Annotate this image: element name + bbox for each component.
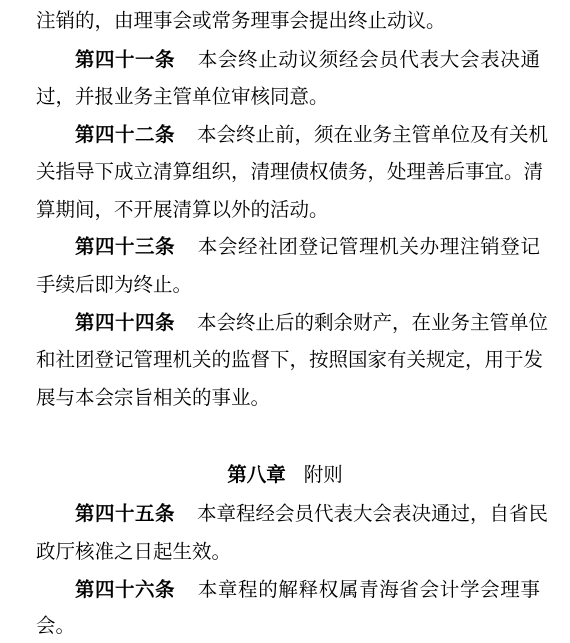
article-46-line-2: 会。	[36, 614, 76, 637]
article-42-heading: 第四十二条	[75, 123, 176, 146]
chapter-number: 第八章	[227, 463, 286, 486]
article-42-line-3: 算期间，不开展清算以外的活动。	[36, 198, 329, 221]
article-41-text: 本会终止动议须经会员代表大会表决通	[197, 48, 540, 71]
article-46-line-1	[75, 575, 540, 605]
chapter-heading	[0, 460, 570, 490]
text-line: 注销的，由理事会或常务理事会提出终止动议。	[36, 9, 446, 32]
article-41-line-2: 过，并报业务主管单位审核同意。	[36, 85, 329, 108]
article-46-heading: 第四十六条	[75, 578, 176, 601]
article-41-heading: 第四十一条	[75, 48, 176, 71]
article-44-heading: 第四十四条	[75, 311, 176, 334]
article-43-heading: 第四十三条	[75, 235, 176, 258]
article-43-text: 本会经社团登记管理机关办理注销登记	[197, 235, 540, 258]
article-42-line-2: 关指导下成立清算组织，清理债权债务，处理善后事宜。清	[36, 160, 544, 183]
article-44-line-2: 和社团登记管理机关的监督下，按照国家有关规定，用于发	[36, 348, 544, 371]
article-45-line-1	[75, 499, 549, 529]
article-44-line-3: 展与本会宗旨相关的事业。	[36, 386, 271, 409]
article-41-line-1	[75, 45, 540, 75]
article-45-heading: 第四十五条	[75, 502, 176, 525]
article-44-text: 本会终止后的剩余财产，在业务主管单位	[197, 311, 549, 334]
article-42-text: 本会终止前，须在业务主管单位及有关机	[197, 123, 549, 146]
article-45-line-2: 政厅核准之日起生效。	[36, 540, 232, 563]
chapter-title: 附则	[303, 463, 343, 486]
article-43-line-1	[75, 232, 540, 262]
article-45-text: 本章程经会员代表大会表决通过，自省民	[197, 502, 549, 525]
article-46-text: 本章程的解释权属青海省会计学会理事	[197, 578, 540, 601]
article-44-line-1	[75, 308, 549, 338]
article-43-line-2: 手续后即为终止。	[36, 273, 193, 296]
article-42-line-1	[75, 120, 549, 150]
